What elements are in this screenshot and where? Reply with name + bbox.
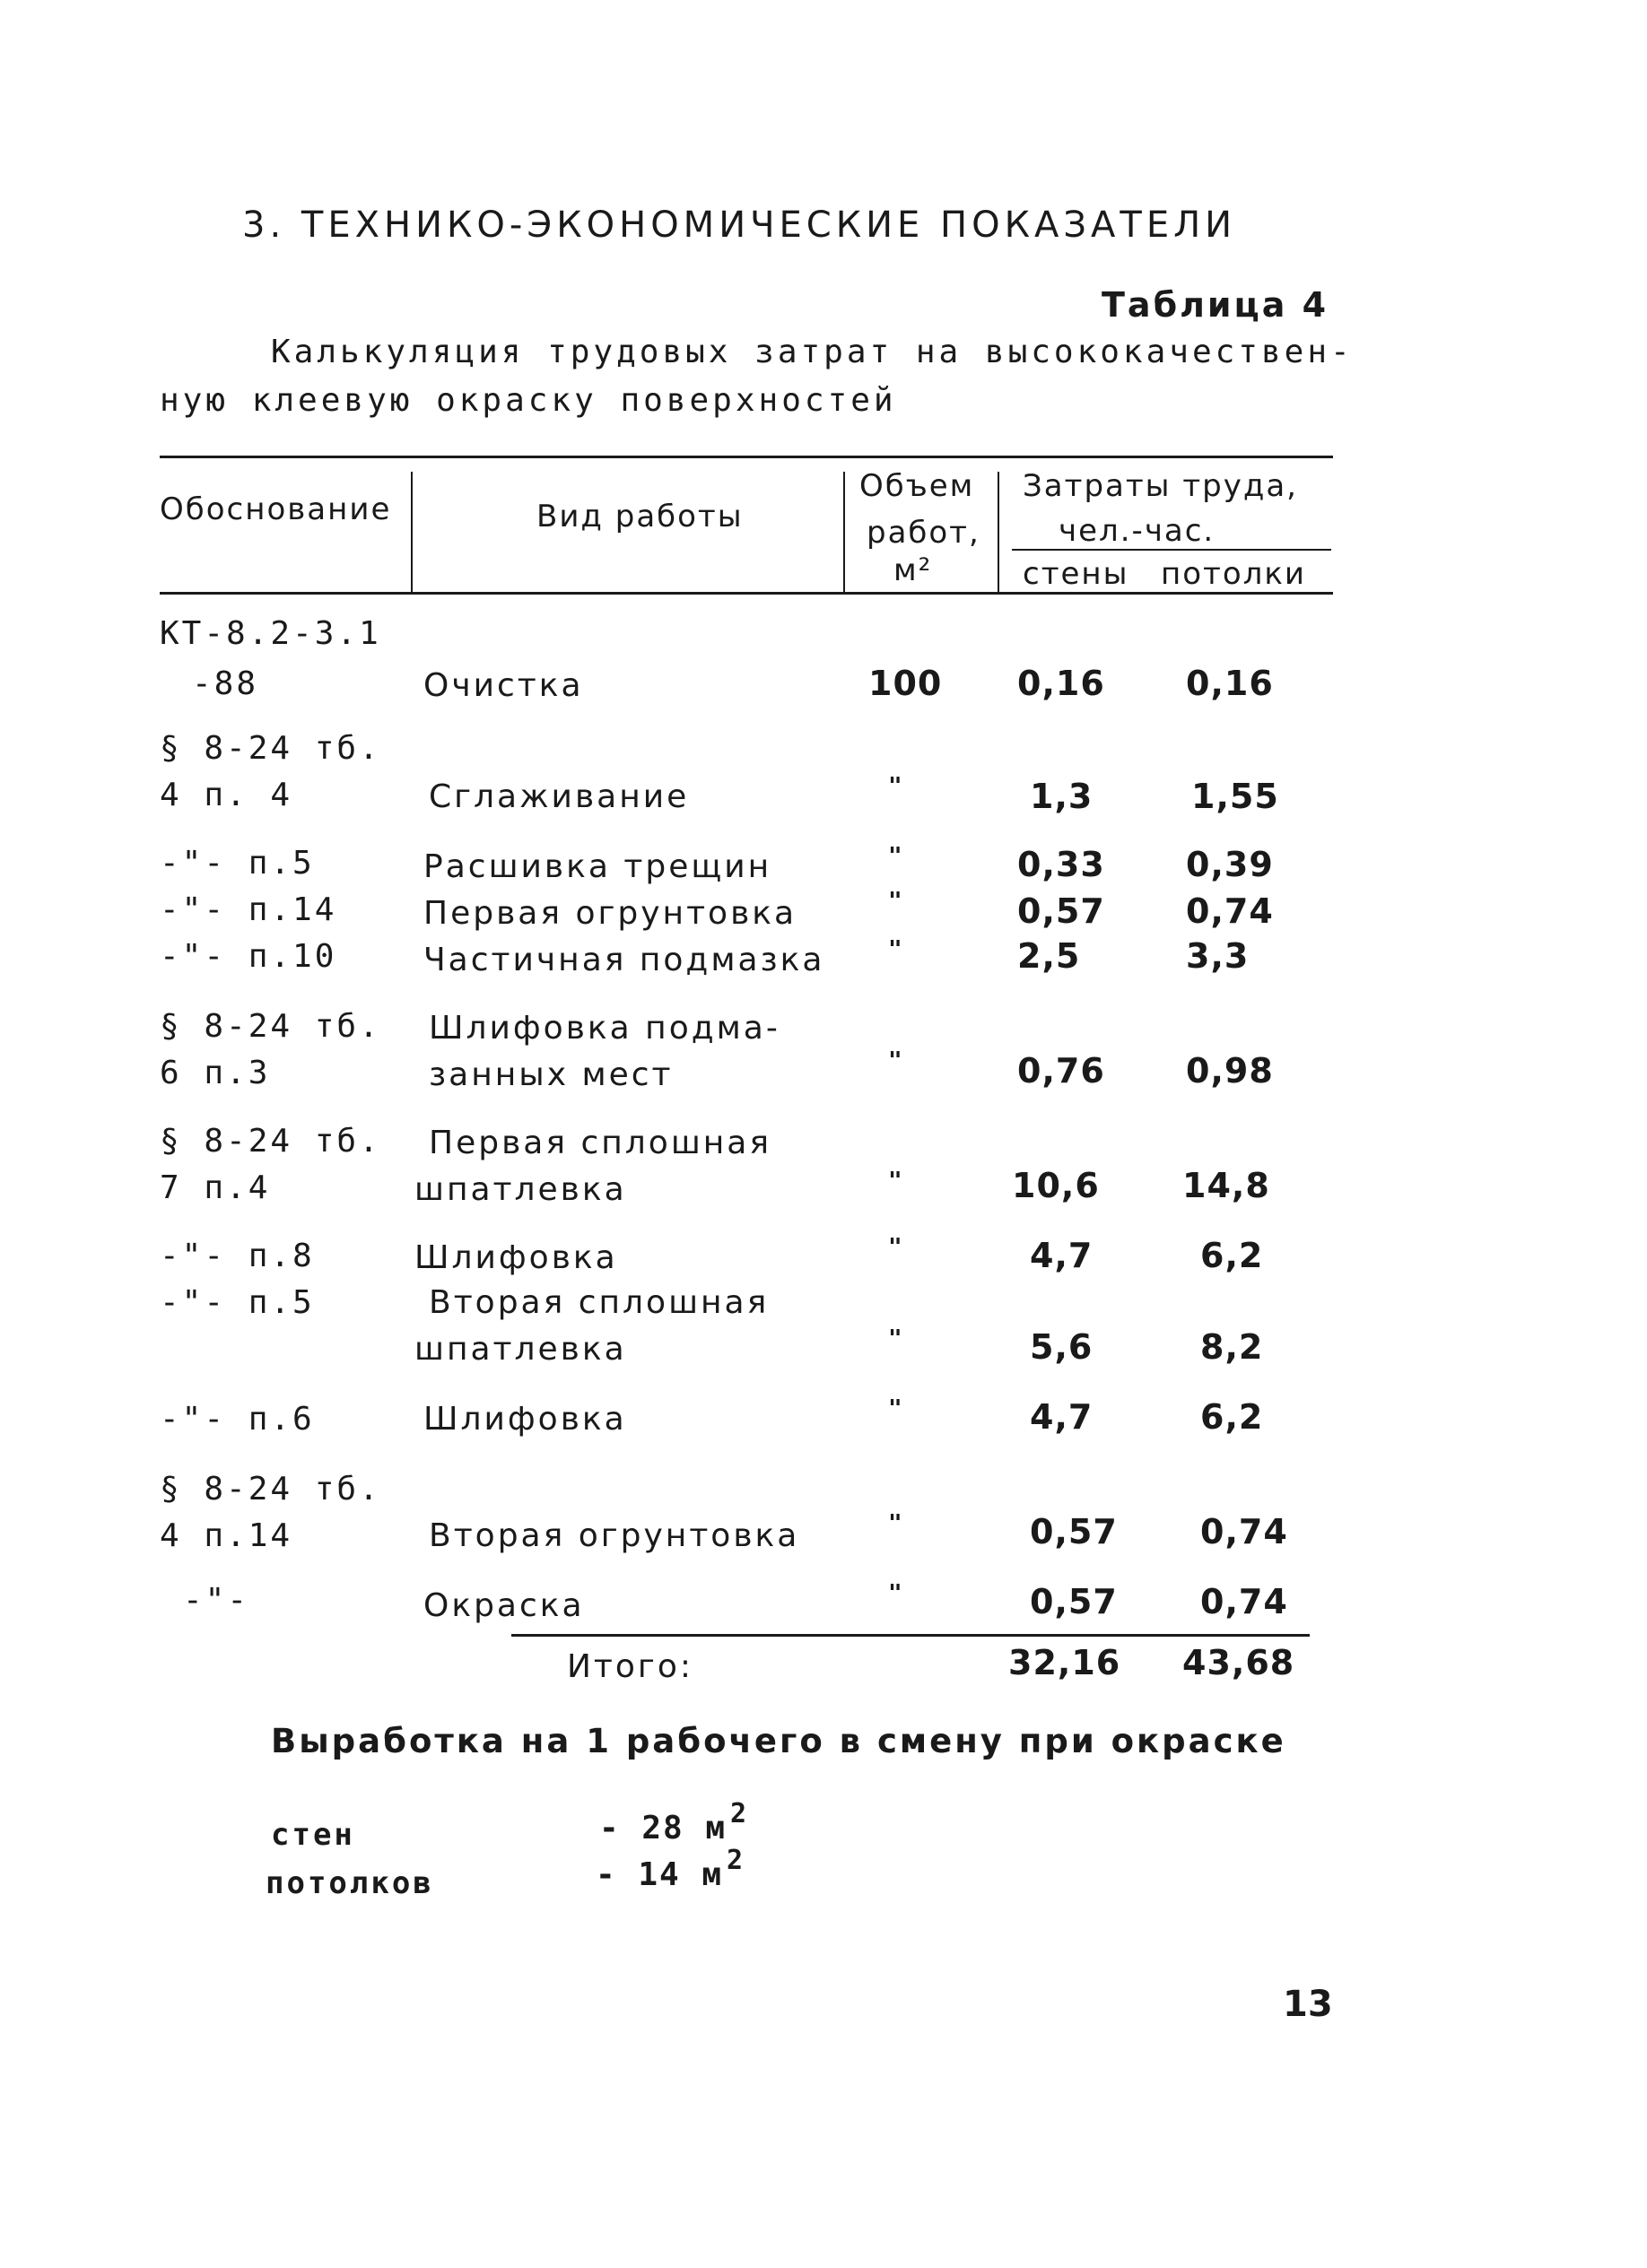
row-6-work-line-1: Шлифовка подма- bbox=[429, 1010, 780, 1047]
row-1-walls: 0,16 bbox=[1017, 664, 1105, 703]
row-11-walls: 0,57 bbox=[1030, 1512, 1118, 1551]
row-1-work: Очистка bbox=[423, 667, 584, 704]
total-walls: 32,16 bbox=[1008, 1643, 1121, 1682]
header-divider-3 bbox=[998, 472, 999, 592]
total-ceilings: 43,68 bbox=[1182, 1643, 1295, 1682]
row-11-work: Вторая огрунтовка bbox=[429, 1517, 800, 1554]
row-7-work-line-2: шпатлевка bbox=[414, 1171, 627, 1208]
row-12-basis: -"- bbox=[183, 1582, 250, 1619]
output-walls-unit-superscript: 2 bbox=[730, 1798, 749, 1829]
header-divider-1 bbox=[411, 472, 413, 592]
row-4-work: Первая огрунтовка bbox=[423, 895, 797, 932]
row-2-work: Сглаживание bbox=[429, 778, 690, 815]
row-12-walls: 0,57 bbox=[1030, 1582, 1118, 1621]
row-8-walls: 4,7 bbox=[1030, 1236, 1094, 1275]
output-walls-label: стен bbox=[271, 1817, 355, 1853]
output-ceilings-unit-superscript: 2 bbox=[727, 1845, 745, 1876]
row-2-volume: " bbox=[888, 773, 902, 800]
table-top-rule bbox=[160, 456, 1333, 458]
row-12-work: Окраска bbox=[423, 1587, 585, 1624]
row-10-work: Шлифовка bbox=[423, 1401, 627, 1438]
row-7-basis-line-2: 7 п.4 bbox=[160, 1169, 271, 1206]
row-3-walls: 0,33 bbox=[1017, 845, 1105, 884]
row-6-volume: " bbox=[888, 1047, 902, 1074]
row-9-volume: " bbox=[888, 1325, 902, 1352]
header-volume-line-3: м² bbox=[893, 552, 933, 588]
page-number: 13 bbox=[1283, 1984, 1333, 2025]
row-5-work: Частичная подмазка bbox=[423, 942, 825, 978]
row-7-walls: 10,6 bbox=[1012, 1166, 1100, 1205]
header-volume-line-2: работ, bbox=[867, 515, 980, 551]
row-9-walls: 5,6 bbox=[1030, 1327, 1094, 1367]
row-3-work: Расшивка трещин bbox=[423, 848, 772, 885]
row-8-ceilings: 6,2 bbox=[1200, 1236, 1264, 1275]
row-4-volume: " bbox=[888, 888, 902, 915]
row-1-basis-line-2: -88 bbox=[192, 665, 259, 702]
row-3-ceilings: 0,39 bbox=[1186, 845, 1274, 884]
header-bottom-rule bbox=[160, 592, 1333, 595]
header-labor-line-2: чел.-час. bbox=[1059, 513, 1216, 549]
row-5-volume: " bbox=[888, 936, 902, 963]
header-ceilings: потолки bbox=[1161, 556, 1307, 592]
row-10-basis: -"- п.6 bbox=[160, 1401, 315, 1438]
header-basis: Обоснование bbox=[160, 491, 392, 527]
header-walls: стены bbox=[1023, 556, 1129, 592]
row-6-basis-line-2: 6 п.3 bbox=[160, 1055, 271, 1091]
row-6-ceilings: 0,98 bbox=[1186, 1051, 1274, 1091]
row-8-volume: " bbox=[888, 1234, 902, 1261]
row-11-ceilings: 0,74 bbox=[1200, 1512, 1288, 1551]
output-walls-value bbox=[599, 1798, 749, 1847]
total-rule bbox=[511, 1634, 1310, 1637]
row-9-work-line-1: Вторая сплошная bbox=[429, 1284, 770, 1321]
row-7-ceilings: 14,8 bbox=[1182, 1166, 1270, 1205]
row-12-ceilings: 0,74 bbox=[1200, 1582, 1288, 1621]
row-8-work: Шлифовка bbox=[414, 1239, 618, 1276]
row-6-work-line-2: занных мест bbox=[429, 1056, 674, 1093]
row-4-walls: 0,57 bbox=[1017, 891, 1105, 931]
row-5-ceilings: 3,3 bbox=[1186, 936, 1250, 976]
table-caption-line-1: Калькуляция трудовых затрат на высококачествен- bbox=[271, 334, 1354, 370]
row-11-basis-line-1: § 8-24 тб. bbox=[160, 1471, 381, 1508]
row-10-ceilings: 6,2 bbox=[1200, 1397, 1264, 1437]
row-12-volume: " bbox=[888, 1580, 902, 1607]
output-title: Выработка на 1 рабочего в смену при окраске bbox=[271, 1722, 1286, 1760]
row-5-walls: 2,5 bbox=[1017, 936, 1081, 976]
row-6-basis-line-1: § 8-24 тб. bbox=[160, 1008, 381, 1045]
output-ceilings-amount: - 14 м bbox=[596, 1856, 724, 1893]
row-7-basis-line-1: § 8-24 тб. bbox=[160, 1123, 381, 1160]
row-7-work-line-1: Первая сплошная bbox=[429, 1125, 772, 1161]
row-6-walls: 0,76 bbox=[1017, 1051, 1105, 1091]
row-10-volume: " bbox=[888, 1395, 902, 1422]
table-label: Таблица 4 bbox=[1102, 285, 1329, 325]
row-4-basis: -"- п.14 bbox=[160, 891, 337, 928]
header-work: Вид работы bbox=[536, 499, 744, 534]
output-walls-amount: - 28 м bbox=[599, 1810, 728, 1847]
row-5-basis: -"- п.10 bbox=[160, 938, 337, 975]
header-labor-line-1: Затраты труда, bbox=[1023, 468, 1298, 504]
output-ceilings-label: потолков bbox=[266, 1865, 434, 1901]
output-ceilings-value bbox=[596, 1845, 745, 1893]
row-3-volume: " bbox=[888, 843, 902, 870]
row-10-walls: 4,7 bbox=[1030, 1397, 1094, 1437]
row-2-ceilings: 1,55 bbox=[1191, 777, 1279, 816]
total-label: Итого: bbox=[567, 1648, 693, 1685]
section-title: 3. ТЕХНИКО-ЭКОНОМИЧЕСКИЕ ПОКАЗАТЕЛИ bbox=[242, 204, 1237, 246]
row-11-basis-line-2: 4 п.14 bbox=[160, 1517, 293, 1554]
header-divider-2 bbox=[843, 472, 845, 592]
row-9-basis: -"- п.5 bbox=[160, 1284, 315, 1321]
row-9-ceilings: 8,2 bbox=[1200, 1327, 1264, 1367]
row-7-volume: " bbox=[888, 1168, 902, 1195]
row-9-work-line-2: шпатлевка bbox=[414, 1331, 627, 1368]
table-caption-line-2: ную клеевую окраску поверхностей bbox=[160, 382, 897, 419]
row-1-ceilings: 0,16 bbox=[1186, 664, 1274, 703]
row-2-basis-line-1: § 8-24 тб. bbox=[160, 730, 381, 767]
row-2-walls: 1,3 bbox=[1030, 777, 1094, 816]
header-volume-line-1: Объем bbox=[859, 468, 975, 504]
row-3-basis: -"- п.5 bbox=[160, 845, 315, 882]
labor-subheader-rule bbox=[1012, 549, 1331, 551]
row-1-volume: 100 bbox=[868, 664, 943, 703]
row-8-basis: -"- п.8 bbox=[160, 1238, 315, 1274]
row-11-volume: " bbox=[888, 1510, 902, 1537]
row-2-basis-line-2: 4 п. 4 bbox=[160, 777, 293, 813]
row-4-ceilings: 0,74 bbox=[1186, 891, 1274, 931]
row-1-basis-line-1: КТ-8.2-3.1 bbox=[160, 615, 381, 652]
